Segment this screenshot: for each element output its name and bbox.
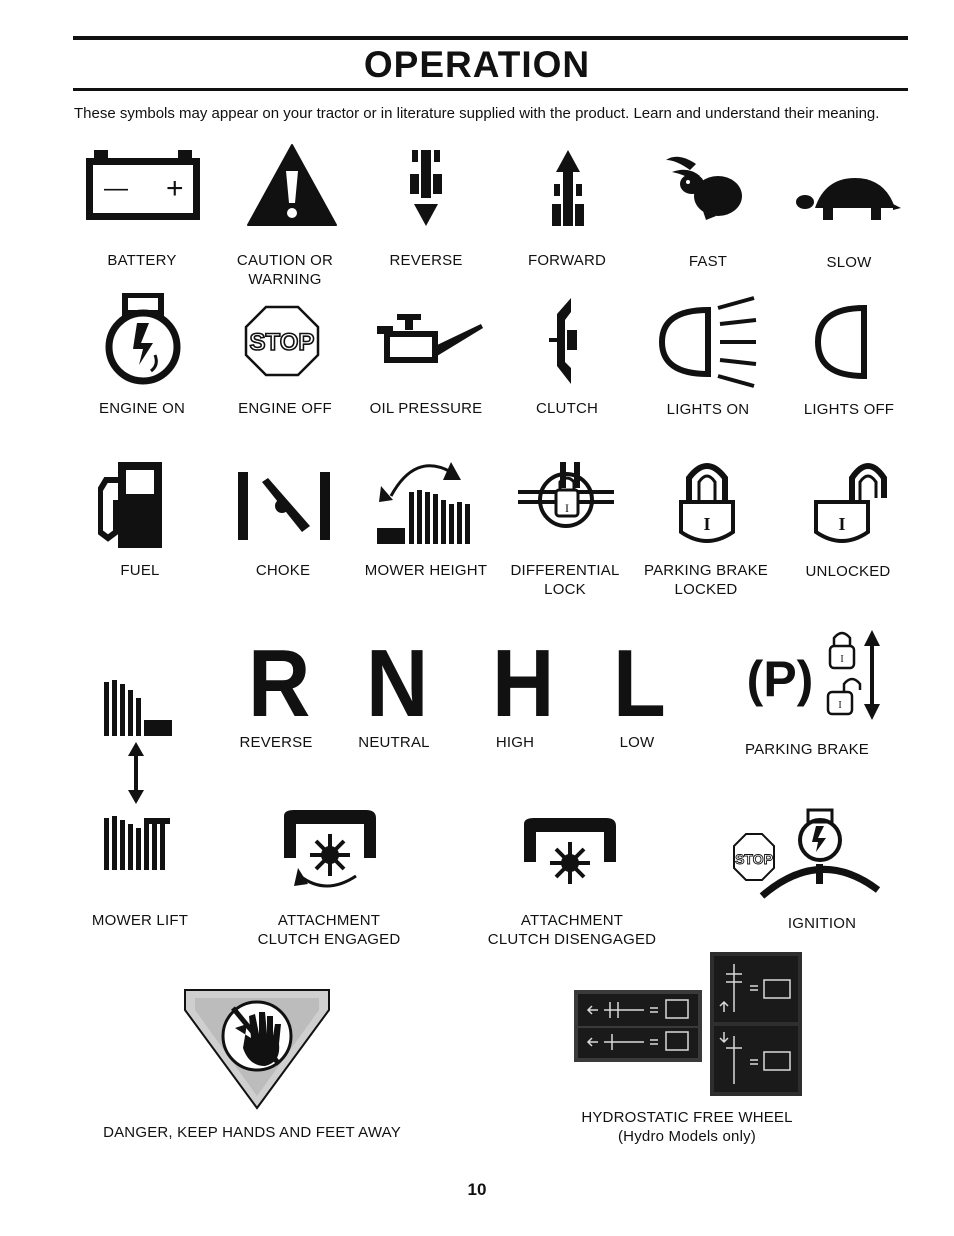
label-gear-high: HIGH <box>495 734 535 751</box>
mower-lift-icon <box>100 680 176 872</box>
title-underline <box>73 88 908 91</box>
label-lights-on: LIGHTS ON <box>666 401 750 418</box>
engine-on-icon <box>103 293 183 385</box>
page-title: OPERATION <box>363 44 591 85</box>
rabbit-icon <box>662 150 746 226</box>
toggle-i-bottom: I <box>838 700 842 711</box>
oil-can-icon <box>375 312 485 372</box>
turtle-icon <box>795 174 903 224</box>
ignition-stop-text: STOP <box>735 851 773 867</box>
toggle-i-top: I <box>840 654 844 665</box>
differential-lock-icon <box>516 460 616 532</box>
forward-tractor-icon <box>550 148 586 228</box>
label-mower-lift: MOWER LIFT <box>91 912 189 929</box>
label-reverse: REVERSE <box>389 252 463 269</box>
intro-text: These symbols may appear on your tractor or in literature supplied with the product. Learn and understand their meaning. <box>74 105 880 122</box>
stop-octagon-icon <box>244 305 320 377</box>
label-gear-reverse: REVERSE <box>239 734 313 751</box>
label-mower-height: MOWER HEIGHT <box>364 562 488 579</box>
lights-on-icon <box>656 296 760 388</box>
parking-brake-p-icon <box>740 650 820 710</box>
lights-off-icon <box>814 304 874 380</box>
label-forward: FORWARD <box>527 252 607 269</box>
stop-text: STOP <box>249 329 315 356</box>
gear-letter-h: H <box>492 630 555 737</box>
label-lights-off: LIGHTS OFF <box>803 401 895 418</box>
label-gear-low: LOW <box>619 734 655 751</box>
battery-plus-text: + <box>166 172 184 205</box>
danger-hands-icon <box>183 988 331 1110</box>
label-caution: CAUTION OR WARNING <box>236 252 334 288</box>
parking-brake-locked-icon <box>675 458 739 550</box>
hydrostatic-decal-icon <box>574 952 804 1098</box>
gear-letter-r: R <box>248 630 311 737</box>
label-gear-neutral: NEUTRAL <box>358 734 430 751</box>
diff-lock-i: I <box>565 501 569 515</box>
warning-icon <box>246 143 338 227</box>
choke-icon <box>236 470 332 542</box>
gear-letter-n: N <box>366 630 429 737</box>
battery-icon <box>84 150 202 222</box>
lock-i-text: I <box>703 514 711 534</box>
label-choke: CHOKE <box>255 562 311 579</box>
label-danger: DANGER, KEEP HANDS AND FEET AWAY <box>103 1124 401 1141</box>
ignition-icon <box>732 806 882 906</box>
battery-minus-text: — <box>104 175 128 202</box>
fuel-pump-icon <box>98 460 164 550</box>
label-slow: SLOW <box>826 254 872 271</box>
label-battery: BATTERY <box>107 252 177 269</box>
label-fast: FAST <box>688 253 728 270</box>
label-hydrostatic: HYDROSTATIC FREE WHEEL (Hydro Models only) <box>581 1109 793 1145</box>
attachment-engaged-icon <box>280 810 380 892</box>
label-differential-lock: DIFFERENTIAL LOCK <box>510 562 620 598</box>
gear-letter-l: L <box>613 630 666 737</box>
label-clutch: CLUTCH <box>535 400 599 417</box>
label-engine-off: ENGINE OFF <box>238 400 332 417</box>
label-parking-brake: PARKING BRAKE <box>744 741 870 758</box>
unlocked-icon <box>812 458 892 550</box>
unlock-i-text: I <box>838 514 846 534</box>
clutch-icon <box>547 296 583 386</box>
mower-height-icon <box>375 456 479 548</box>
page-number: 10 <box>467 1180 487 1199</box>
parking-lock-toggle-icon <box>826 628 884 722</box>
label-attachment-engaged: ATTACHMENT CLUTCH ENGAGED <box>257 912 401 948</box>
label-ignition: IGNITION <box>787 915 857 932</box>
label-oil-pressure: OIL PRESSURE <box>369 400 483 417</box>
label-unlocked: UNLOCKED <box>805 563 891 580</box>
parking-p-text: (P) <box>746 651 814 707</box>
reverse-tractor-icon <box>408 148 444 228</box>
label-engine-on: ENGINE ON <box>99 400 185 417</box>
label-attachment-disengaged: ATTACHMENT CLUTCH DISENGAGED <box>487 912 657 948</box>
label-parking-brake-locked: PARKING BRAKE LOCKED <box>643 562 769 598</box>
label-fuel: FUEL <box>120 562 160 579</box>
attachment-disengaged-icon <box>522 818 618 888</box>
top-rule <box>73 36 908 40</box>
